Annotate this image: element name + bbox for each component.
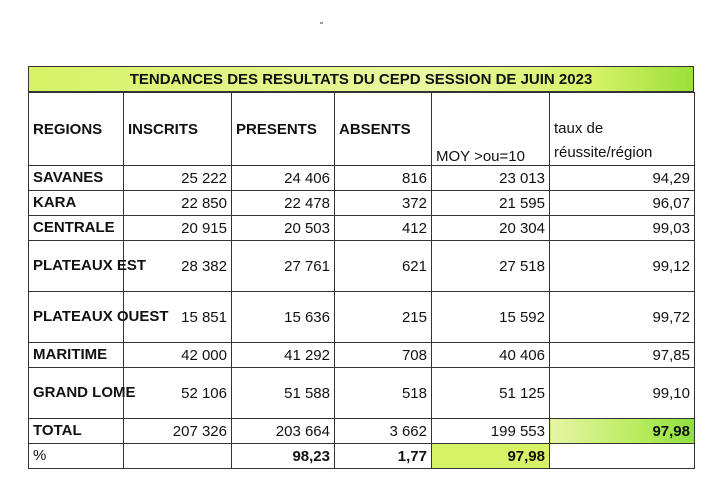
- total-inscrits: 207 326: [124, 419, 232, 444]
- scan-speck: [320, 22, 323, 24]
- inscrits-cell: 25 222: [124, 166, 232, 191]
- taux-cell: 99,10: [550, 368, 695, 419]
- total-row: [29, 419, 695, 444]
- table-row: [29, 216, 695, 241]
- percent-taux-empty: [550, 444, 695, 469]
- absents-cell: 708: [335, 343, 432, 368]
- presents-cell: 24 406: [232, 166, 335, 191]
- taux-cell: 99,72: [550, 292, 695, 343]
- percent-row: [29, 444, 695, 469]
- header-absents: ABSENTS: [335, 93, 432, 166]
- region-name: PLATEAUX OUEST: [29, 292, 124, 343]
- inscrits-cell: 28 382: [124, 241, 232, 292]
- percent-presents: 98,23: [232, 444, 335, 469]
- title-bar: [28, 66, 694, 92]
- table-title: TENDANCES DES RESULTATS DU CEPD SESSION DE JUIN 2023: [129, 71, 593, 88]
- header-regions: REGIONS: [29, 93, 124, 166]
- presents-cell: 51 588: [232, 368, 335, 419]
- moy-cell: 23 013: [432, 166, 550, 191]
- absents-cell: 621: [335, 241, 432, 292]
- moy-cell: 20 304: [432, 216, 550, 241]
- header-presents: PRESENTS: [232, 93, 335, 166]
- header-inscrits: INSCRITS: [124, 93, 232, 166]
- table-row: [29, 368, 695, 419]
- moy-cell: 21 595: [432, 191, 550, 216]
- presents-cell: 22 478: [232, 191, 335, 216]
- percent-absents: 1,77: [335, 444, 432, 469]
- absents-cell: 518: [335, 368, 432, 419]
- absents-cell: 816: [335, 166, 432, 191]
- inscrits-cell: 42 000: [124, 343, 232, 368]
- region-name: GRAND LOME: [29, 368, 124, 419]
- results-table: [28, 92, 695, 469]
- region-name: CENTRALE: [29, 216, 124, 241]
- taux-cell: 99,12: [550, 241, 695, 292]
- taux-cell: 96,07: [550, 191, 695, 216]
- region-name: PLATEAUX EST: [29, 241, 124, 292]
- percent-moy: 97,98: [432, 444, 550, 469]
- absents-cell: 412: [335, 216, 432, 241]
- table-row: [29, 343, 695, 368]
- header-taux-line2: réussite/région: [554, 144, 653, 161]
- absents-cell: 215: [335, 292, 432, 343]
- presents-cell: 41 292: [232, 343, 335, 368]
- total-taux: 97,98: [550, 419, 695, 444]
- moy-cell: 15 592: [432, 292, 550, 343]
- table-row: [29, 292, 695, 343]
- total-presents: 203 664: [232, 419, 335, 444]
- presents-cell: 27 761: [232, 241, 335, 292]
- header-row: [29, 93, 695, 166]
- moy-cell: 40 406: [432, 343, 550, 368]
- inscrits-cell: 22 850: [124, 191, 232, 216]
- region-name: SAVANES: [29, 166, 124, 191]
- total-label: TOTAL: [29, 419, 124, 444]
- percent-label: %: [29, 444, 124, 469]
- header-taux: [550, 93, 695, 166]
- inscrits-cell: 15 851: [124, 292, 232, 343]
- taux-cell: 99,03: [550, 216, 695, 241]
- total-absents: 3 662: [335, 419, 432, 444]
- percent-inscrits-empty: [124, 444, 232, 469]
- header-moy: MOY >ou=10: [432, 93, 550, 166]
- region-name: KARA: [29, 191, 124, 216]
- taux-cell: 97,85: [550, 343, 695, 368]
- region-name: MARITIME: [29, 343, 124, 368]
- table-row: [29, 191, 695, 216]
- inscrits-cell: 20 915: [124, 216, 232, 241]
- moy-cell: 51 125: [432, 368, 550, 419]
- header-taux-line1: taux de: [554, 120, 604, 137]
- total-moy: 199 553: [432, 419, 550, 444]
- table-row: [29, 241, 695, 292]
- presents-cell: 20 503: [232, 216, 335, 241]
- table-row: [29, 166, 695, 191]
- taux-cell: 94,29: [550, 166, 695, 191]
- presents-cell: 15 636: [232, 292, 335, 343]
- inscrits-cell: 52 106: [124, 368, 232, 419]
- absents-cell: 372: [335, 191, 432, 216]
- moy-cell: 27 518: [432, 241, 550, 292]
